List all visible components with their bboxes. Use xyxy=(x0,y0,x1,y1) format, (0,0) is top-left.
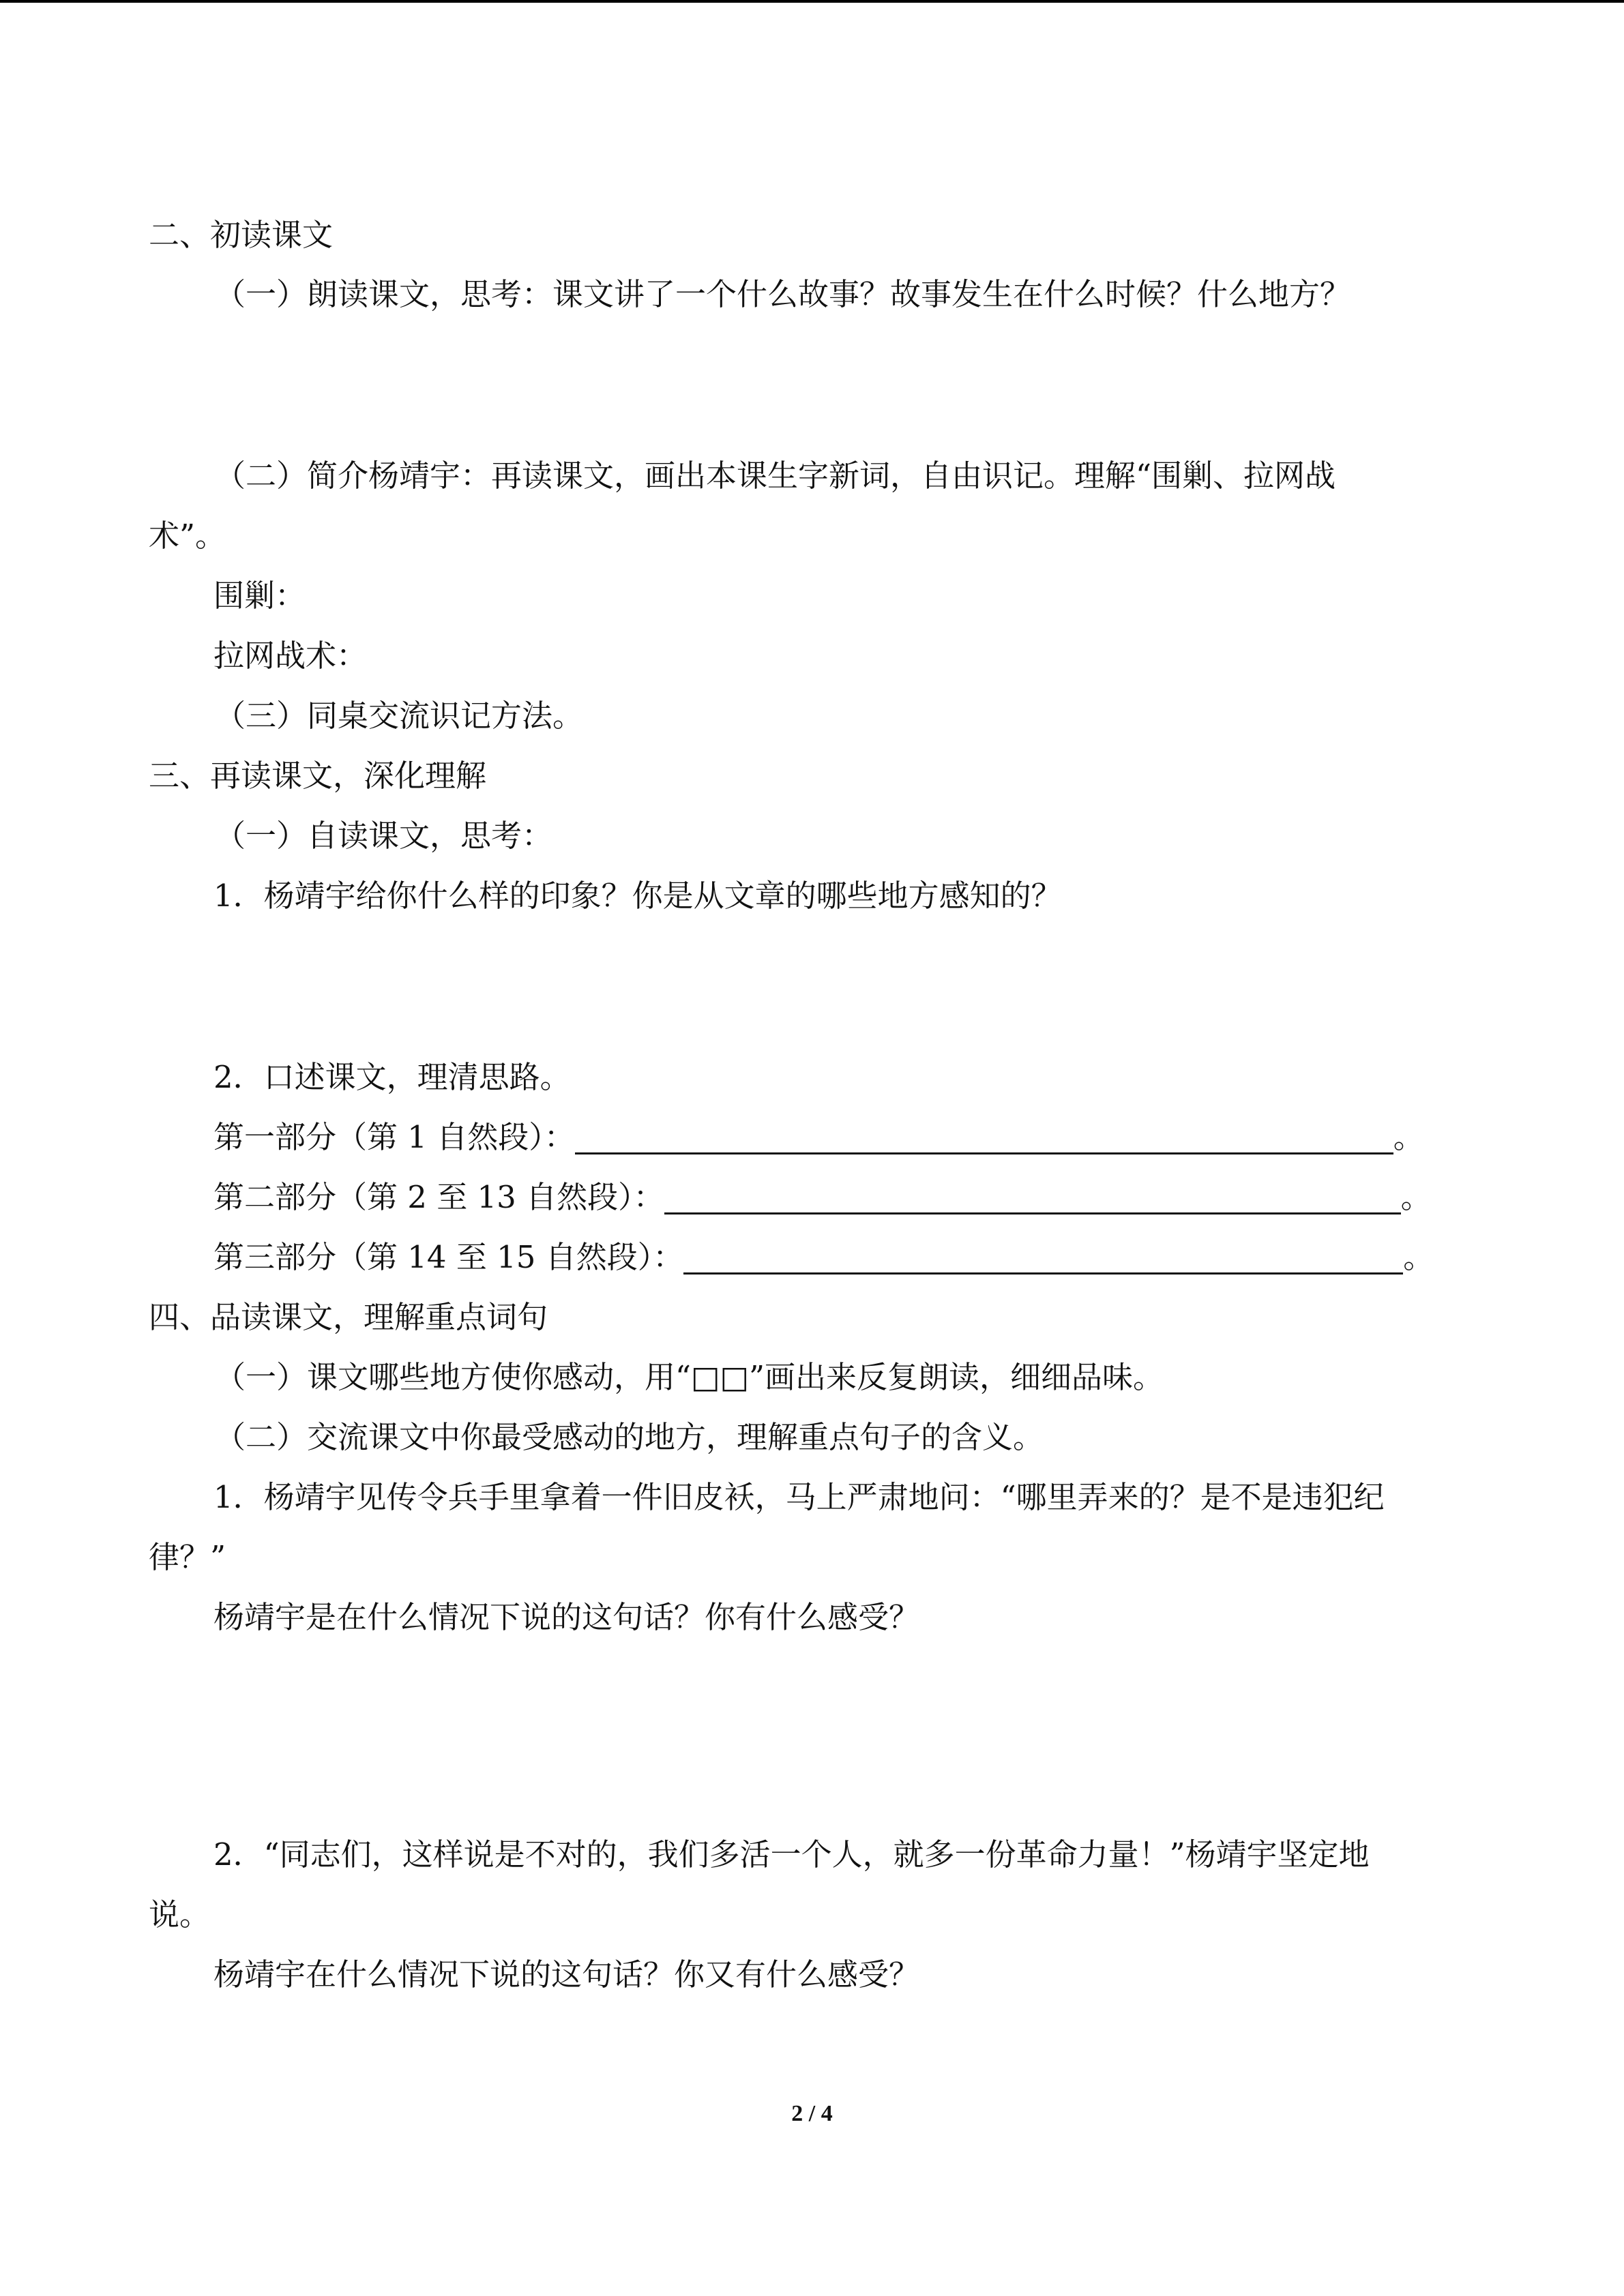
s4-question-2-line-2: 说。 xyxy=(149,1896,211,1933)
s4-question-1-prompt: 杨靖宇是在什么情况下说的这句话？你有什么感受？ xyxy=(213,1599,920,1635)
s3-question-1: 1．杨靖宇给你什么样的印象？你是从文章的哪些地方感知的？ xyxy=(213,878,1062,914)
section-4-heading: 四、品读课文，理解重点词句 xyxy=(149,1299,548,1335)
term-lawang-zhanshu: 拉网战术： xyxy=(213,638,368,674)
s2-step-2-line-2: 术”。 xyxy=(149,518,226,554)
s3-question-2: 2．口述课文，理清思路。 xyxy=(213,1059,571,1095)
s4-step-2: （二）交流课文中你最受感动的地方，理解重点句子的含义。 xyxy=(215,1419,1044,1455)
section-3-heading: 三、再读课文，深化理解 xyxy=(149,758,487,794)
period: 。 xyxy=(1403,1239,1434,1275)
answer-blank-part-3[interactable] xyxy=(683,1241,1403,1274)
s4-question-1-line-1: 1．杨靖宇见传令兵手里拿着一件旧皮袄，马上严肃地问：“哪里弄来的？是不是违犯纪 xyxy=(213,1479,1385,1515)
answer-blank-part-1[interactable] xyxy=(575,1121,1393,1154)
section-2-heading: 二、初读课文 xyxy=(149,217,334,253)
s2-step-2-line-1: （二）简介杨靖宇：再读课文，画出本课生字新词，自由识记。理解“围剿、拉网战 xyxy=(215,458,1336,494)
outline-part-2-label: 第二部分（第 2 至 13 自然段）： xyxy=(213,1179,664,1215)
outline-part-3-label: 第三部分（第 14 至 15 自然段）： xyxy=(213,1239,684,1275)
outline-part-2 xyxy=(213,1177,1432,1218)
outline-part-3 xyxy=(213,1237,1434,1278)
period: 。 xyxy=(1400,1179,1432,1215)
term-weijiao: 围剿： xyxy=(213,578,306,614)
period: 。 xyxy=(1393,1119,1424,1155)
s3-step-1: （一）自读课文，思考： xyxy=(215,818,553,854)
answer-blank-part-2[interactable] xyxy=(664,1181,1401,1214)
outline-part-1-label: 第一部分（第 1 自然段）： xyxy=(213,1119,575,1155)
top-border-line xyxy=(0,0,1624,3)
page-number: 2 / 4 xyxy=(791,2101,833,2126)
s4-step-1: （一）课文哪些地方使你感动，用“□□”画出来反复朗读，细细品味。 xyxy=(215,1359,1164,1395)
s2-step-1: （一）朗读课文，思考：课文讲了一个什么故事？故事发生在什么时候？什么地方？ xyxy=(215,276,1351,312)
outline-part-1 xyxy=(213,1117,1424,1158)
s4-question-2-prompt: 杨靖宇在什么情况下说的这句话？你又有什么感受？ xyxy=(213,1956,920,1993)
s4-question-1-line-2: 律？” xyxy=(149,1539,226,1575)
s4-question-2-line-1: 2．“同志们，这样说是不对的，我们多活一个人，就多一份革命力量！”杨靖宇坚定地 xyxy=(213,1836,1370,1873)
s2-step-3: （三）同桌交流识记方法。 xyxy=(215,698,584,734)
